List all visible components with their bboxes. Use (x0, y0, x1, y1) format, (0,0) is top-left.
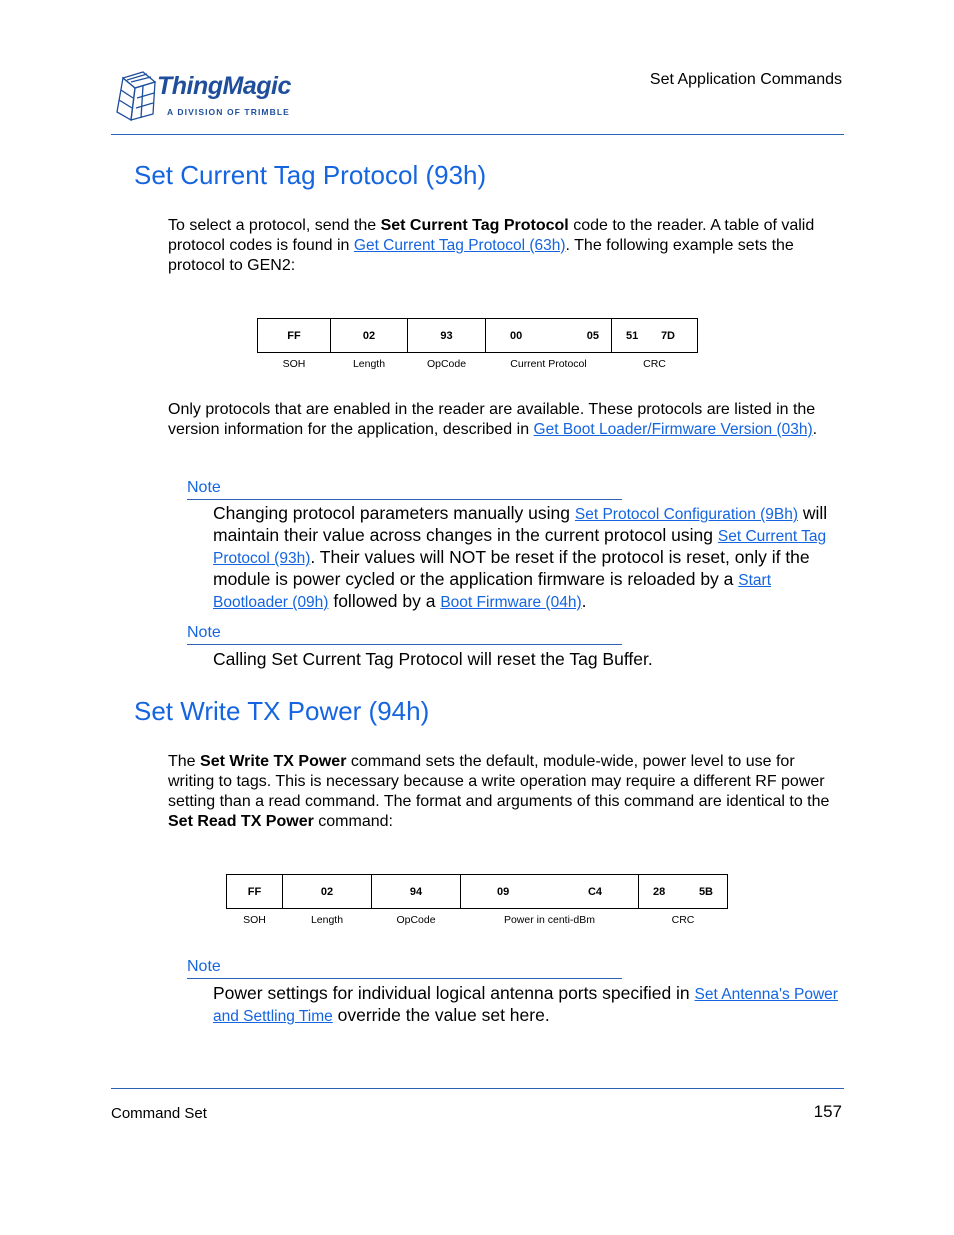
packet-byte-soh: FF (227, 875, 283, 909)
section1-intro-paragraph (168, 216, 844, 276)
text-run: code to the reader. A table of valid protocol codes is found in (168, 217, 815, 254)
bold-term: Set Current Tag Protocol (380, 217, 569, 234)
packet-caption: CRC (643, 358, 666, 370)
packet-bytes-power (461, 875, 639, 909)
packet-byte: 7D (660, 329, 675, 342)
footer-divider (111, 1088, 844, 1089)
packet-caption: SOH (243, 914, 266, 926)
text-run: . (812, 421, 818, 438)
packet-byte: 5B (698, 885, 713, 898)
text-run: override the value set here. (332, 1005, 550, 1025)
packet-byte-length: 02 (283, 875, 372, 909)
text-run: . Their values will NOT be reset if the protocol is reset, only if the module is power cycled or the application firmware is reloaded by a (213, 547, 810, 589)
link-set-antenna-power-settling-time[interactable]: Set Antenna's Power and Settling Time (213, 986, 838, 1025)
logo-wordmark: ThingMagic (157, 72, 291, 100)
packet-caption: Current Protocol (510, 358, 587, 370)
link-get-boot-loader-firmware-version[interactable]: Get Boot Loader/Firmware Version (03h) (533, 421, 813, 438)
text-run: To select a protocol, send the (168, 217, 381, 234)
packet-byte: 00 (510, 329, 523, 342)
packet-byte-opcode: 94 (372, 875, 461, 909)
note-label: Note (187, 958, 221, 975)
packet-byte: 05 (586, 329, 599, 342)
packet-byte-soh: FF (258, 319, 331, 353)
packet-byte: 09 (497, 885, 510, 898)
bold-term: Set Write TX Power (200, 753, 347, 770)
link-set-protocol-configuration[interactable]: Set Protocol Configuration (9Bh) (574, 506, 799, 523)
section2-intro-paragraph (168, 752, 844, 832)
note2-text: Calling Set Current Tag Protocol will reset the Tag Buffer. (213, 649, 653, 669)
packet-byte: C4 (587, 885, 602, 898)
text-run: Changing protocol parameters manually using (213, 503, 575, 523)
note-divider (187, 978, 622, 979)
packet-table-protocol (257, 318, 698, 375)
note1-text (213, 503, 843, 613)
link-set-current-tag-protocol[interactable]: Set Current Tag Protocol (93h) (213, 528, 827, 567)
header-divider (111, 134, 844, 135)
text-run: . The following example sets the protocol to GEN2: (168, 237, 794, 274)
link-boot-firmware[interactable]: Boot Firmware (04h) (440, 594, 582, 611)
section-title-set-write-tx-power: Set Write TX Power (94h) (134, 696, 430, 726)
bold-term: Set Read TX Power (168, 813, 314, 830)
packet-byte: 51 (626, 329, 639, 342)
note-divider (187, 644, 622, 645)
page-number: 157 (813, 1102, 842, 1121)
footer-chapter: Command Set (111, 1105, 207, 1122)
logo-tagline: A DIVISION OF TRIMBLE (167, 107, 290, 117)
note-label: Note (187, 479, 221, 496)
packet-bytes-crc (639, 875, 728, 909)
note-label: Note (187, 624, 221, 641)
packet-bytes-crc (612, 319, 698, 353)
link-start-bootloader[interactable]: Start Bootloader (09h) (213, 572, 771, 611)
text-run: Only protocols that are enabled in the reader are available. These protocols are listed in the version information for the application, described in (168, 401, 816, 438)
packet-table-tx-power (226, 874, 728, 931)
text-run: The (168, 753, 201, 770)
packet-byte-opcode: 93 (408, 319, 486, 353)
text-run: command: (313, 813, 393, 830)
packet-caption: CRC (671, 914, 695, 926)
packet-byte: 28 (653, 885, 666, 898)
running-header: Set Application Commands (649, 71, 842, 88)
section1-second-paragraph (168, 400, 844, 440)
link-get-current-tag-protocol[interactable]: Get Current Tag Protocol (63h) (353, 237, 566, 254)
packet-caption: Length (310, 914, 344, 926)
text-run: command sets the default, module-wide, power level to use for writing to tags. This is necessary because a write operation may require a different RF power setting than a read command. The format and arguments of this command are identical to the (168, 753, 830, 810)
packet-caption: OpCode (396, 914, 436, 926)
packet-caption: Length (352, 358, 386, 370)
text-run: Power settings for individual logical antenna ports specified in (213, 983, 695, 1003)
packet-caption: SOH (282, 358, 306, 370)
packet-caption: Power in centi-dBm (503, 914, 596, 926)
text-run: . (581, 591, 587, 611)
text-run: will maintain their value across changes in the current protocol using (213, 503, 828, 545)
packet-bytes-protocol (486, 319, 612, 353)
packet-byte-length: 02 (331, 319, 408, 353)
packet-caption: OpCode (426, 358, 467, 370)
note-divider (187, 499, 622, 500)
section-title-set-current-tag-protocol: Set Current Tag Protocol (93h) (134, 160, 487, 190)
note3-text (213, 983, 843, 1027)
text-run: followed by a (328, 591, 441, 611)
